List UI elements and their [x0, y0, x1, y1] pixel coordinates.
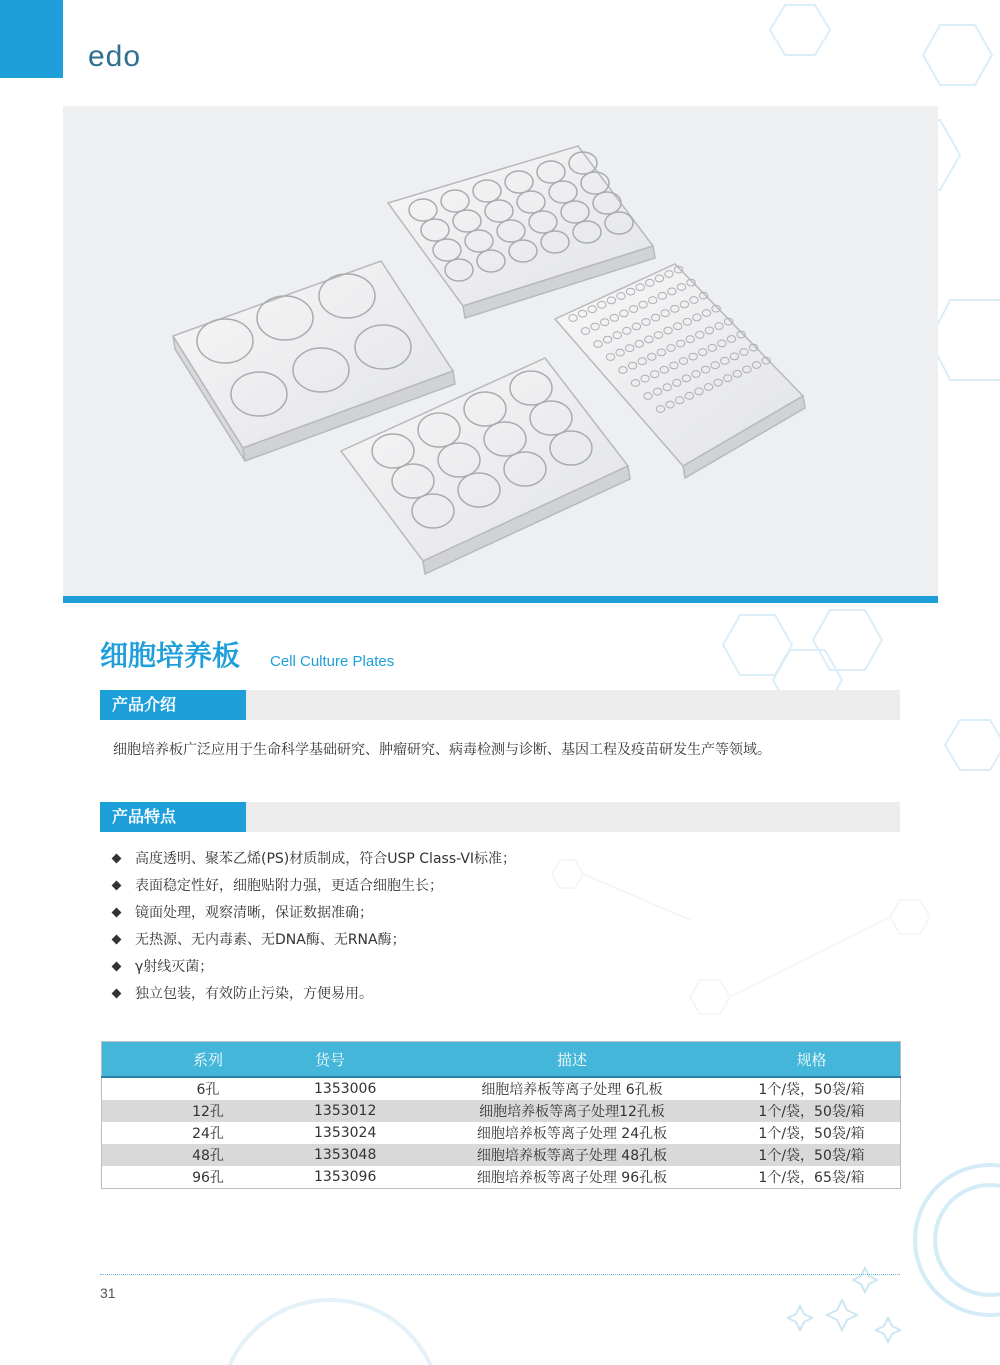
page-number: 31: [100, 1285, 116, 1301]
cell-catalog-number: 1353006: [314, 1081, 377, 1097]
cell-description: 细胞培养板等离子处理 96孔板: [476, 1170, 668, 1186]
product-title-english: Cell Culture Plates: [270, 653, 395, 670]
cell-series: 48孔: [102, 1144, 315, 1166]
table-row: [102, 1122, 901, 1144]
feature-text: 高度透明、聚苯乙烯(PS)材质制成，符合USP Class-VI标准；: [135, 851, 517, 867]
diamond-bullet-icon: [112, 962, 122, 972]
table-header-row: [102, 1042, 901, 1078]
table-row: [102, 1166, 901, 1189]
cell-series: 96孔: [192, 1170, 224, 1186]
feature-item: [113, 957, 516, 984]
cell-description: 细胞培养板等离子处理 6孔板: [481, 1082, 663, 1098]
features-list: [113, 849, 516, 1011]
product-photo: [63, 106, 938, 596]
cell-series: 12孔: [102, 1100, 315, 1122]
cell-catalog-number: 1353012: [314, 1100, 421, 1122]
section-title-intro: 产品介绍: [100, 690, 246, 720]
section-header-intro: [100, 690, 900, 720]
column-header-catalog-number: 货号: [314, 1042, 421, 1078]
diamond-bullet-icon: [112, 935, 122, 945]
cell-specification: 1个/袋，50袋/箱: [723, 1100, 901, 1122]
column-header-series: 系列: [102, 1042, 315, 1078]
product-spec-table: [101, 1041, 901, 1189]
cell-catalog-number: 1353024: [314, 1125, 377, 1141]
cell-specification: 1个/袋，50袋/箱: [758, 1082, 865, 1098]
column-header-description: 描述: [421, 1042, 723, 1078]
feature-text: γ射线灭菌；: [135, 959, 214, 975]
cell-series: 24孔: [192, 1126, 224, 1142]
cell-specification: 1个/袋，50袋/箱: [723, 1144, 901, 1166]
table-row: [102, 1144, 901, 1166]
feature-item: [113, 849, 516, 876]
cell-catalog-number: 1353048: [314, 1144, 421, 1166]
section-header-features: [100, 802, 900, 832]
diamond-bullet-icon: [112, 854, 122, 864]
photo-accent-bar: [63, 596, 938, 603]
cell-description: 细胞培养板等离子处理 24孔板: [476, 1126, 668, 1142]
cell-description: 细胞培养板等离子处理 48孔板: [421, 1144, 723, 1166]
footer-divider: [100, 1274, 900, 1275]
cell-specification: 1个/袋，50袋/箱: [758, 1126, 865, 1142]
table-row: [102, 1077, 901, 1100]
culture-plates-illustration: [63, 106, 938, 596]
table-row: [102, 1100, 901, 1122]
feature-item: [113, 984, 516, 1011]
corner-accent-block: [0, 0, 63, 78]
feature-item: [113, 903, 516, 930]
brand-logo: edo: [88, 40, 142, 73]
feature-text: 独立包装，有效防止污染，方便易用。: [135, 986, 373, 1002]
feature-item: [113, 876, 516, 903]
feature-item: [113, 930, 516, 957]
intro-paragraph: 细胞培养板广泛应用于生命科学基础研究、肿瘤研究、病毒检测与诊断、基因工程及疫苗研发生产等领域。: [113, 742, 771, 758]
cell-description: 细胞培养板等离子处理12孔板: [421, 1100, 723, 1122]
feature-text: 无热源、无内毒素、无DNA酶、无RNA酶；: [135, 932, 406, 948]
cell-series: 6孔: [196, 1082, 220, 1098]
feature-text: 镜面处理，观察清晰，保证数据准确；: [135, 905, 373, 921]
cell-catalog-number: 1353096: [314, 1169, 377, 1185]
feature-text: 表面稳定性好，细胞贴附力强，更适合细胞生长；: [135, 878, 443, 894]
column-header-specification: 规格: [723, 1042, 901, 1078]
diamond-bullet-icon: [112, 908, 122, 918]
section-title-features: 产品特点: [100, 802, 246, 832]
diamond-bullet-icon: [112, 881, 122, 891]
cell-specification: 1个/袋，65袋/箱: [758, 1170, 865, 1186]
diamond-bullet-icon: [112, 989, 122, 999]
product-title: 细胞培养板: [100, 639, 241, 672]
